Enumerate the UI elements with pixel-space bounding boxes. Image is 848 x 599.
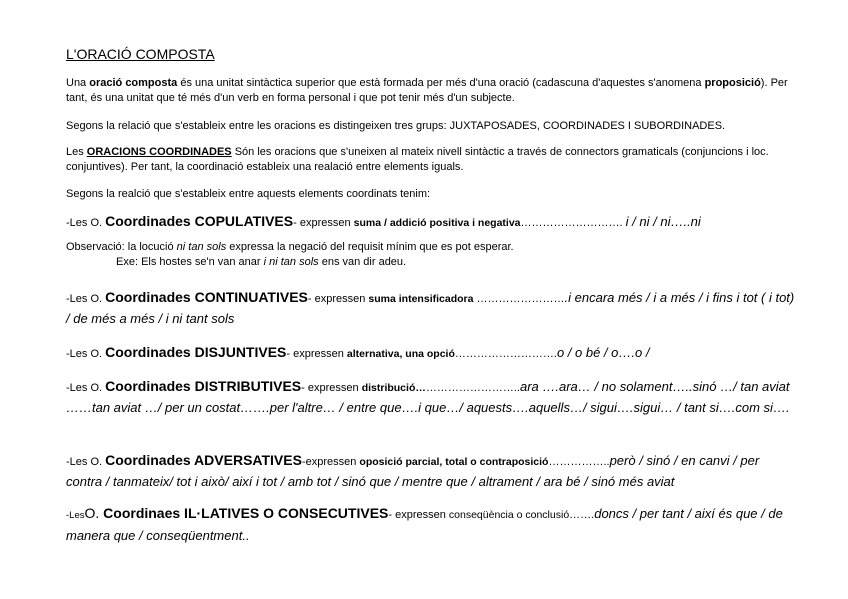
heading-continuatives: Coordinades CONTINUATIVES (105, 289, 308, 305)
example-line: Exe: Els hostes se'n van anar i ni tan sols ens van dir adeu. (116, 256, 407, 268)
section-copulatives: -Les O. Coordinades COPULATIVES- expressen suma / addició positiva i negativa………………………. i / ni / ni…..ni (66, 213, 701, 229)
text-run: Una (66, 77, 90, 89)
groups-paragraph: Segons la relació que s'estableix entre les oracions es distingeixen tres grups: JUXTAPOSADES, COORDINADES I SUBORDINADES. (66, 120, 726, 132)
term-oracions-coordinades: ORACIONS COORDINADES (86, 146, 232, 158)
heading-adversatives: Coordinades ADVERSATIVES (105, 452, 302, 468)
heading-consecutives: Coordinaes IL·LATIVES O CONSECUTIVES (103, 505, 389, 521)
section-disjuntives: -Les O. Coordinades DISJUNTIVES- expressen alternativa, una opció……………………….o / o bé / o….o / (66, 344, 650, 360)
section-adversatives: -Les O. Coordinades ADVERSATIVES-expressen oposició parcial, total o contraposició……………..però / sinó / en canvi / per contra / tanmateix/ tot i això/ així i tot / amb tot / sinó que / mentre que / altrament / ara bé / sinó més aviat (66, 452, 760, 489)
coordinades-paragraph (66, 145, 796, 175)
page-title: L'ORACIÓ COMPOSTA (66, 46, 215, 62)
term-oracio-composta: oració composta (89, 77, 178, 89)
heading-distributives: Coordinades DISTRIBUTIVES (105, 378, 302, 394)
text-run: és una unitat sintàctica superior que està formada per més d'una oració (cadascuna d'aquestes s'anomena (177, 77, 705, 89)
section-continuatives: -Les O. Coordinades CONTINUATIVES- expressen suma intensificadora …………………….i encara més / i a més / i fins i tot ( i tot) / de més a més / i ni tant sols (66, 289, 795, 326)
text-run: Les (66, 146, 87, 158)
heading-copulatives: Coordinades COPULATIVES (105, 213, 294, 229)
section-consecutives: -LesO. Coordinaes IL·LATIVES O CONSECUTIVES- expressen conseqüència o conclusió…….doncs / per tant / així és que / de manera que / conseqüentment.. (66, 505, 783, 543)
text-run: Són les oracions que s'uneixen al mateix nivell sintàctic a través de connectors gramaticals (conjuncions i loc. conjuntives). Per tant, la coordinació estableix una realació entre elements iguals. (66, 146, 769, 173)
connectors-continuatives: .i encara més / i a més / i fins i tot ( i tot) / de més a més / i ni tant sols (66, 290, 795, 326)
connectors-distributives: ara ….ara… / no solament…..sinó …/ tan aviat ……tan aviat …/ per un costat…….per l'altre… / entre que….i que…/ aquests….aquells…/ sigui….sigui… / tant si….com si…. (66, 379, 790, 415)
segons-paragraph: Segons la realció que s'estableix entre aquests elements coordinats tenim: (66, 188, 431, 200)
observacio-note: Observació: la locució ni tan sols expressa la negació del requisit mínim que es pot esperar. Exe: Els hostes se'n van anar i ni tan sols ens van dir adeu. (66, 240, 796, 270)
intro-paragraph (66, 76, 796, 106)
connectors-disjuntives: o / o bé / o….o / (556, 345, 650, 360)
connectors-consecutives: doncs / per tant / així és que / de manera que / conseqüentment.. (66, 506, 783, 543)
text-run: ). Per tant, és una unitat que té més d'un verb en forma personal i que pot tenir més d'un subjecte. (66, 77, 788, 104)
section-distributives: -Les O. Coordinades DISTRIBUTIVES- expressen distribució………………………..ara ….ara… / no solament…..sinó …/ tan aviat ……tan aviat …/ per un costat…….per l'altre… / entre que….i que…/ aquests….aquells…/ sigui….sigui… / tant si….com si…. (66, 378, 790, 415)
heading-disjuntives: Coordinades DISJUNTIVES (105, 344, 287, 360)
term-proposicio: proposició (704, 77, 761, 89)
connectors-adversatives: però / sinó / en canvi / per contra / tanmateix/ tot i això/ així i tot / amb tot / sinó que / mentre que / altrament / ara bé / sinó més aviat (66, 453, 760, 489)
connectors-copulatives: i / ni / ni…..ni (625, 214, 701, 229)
